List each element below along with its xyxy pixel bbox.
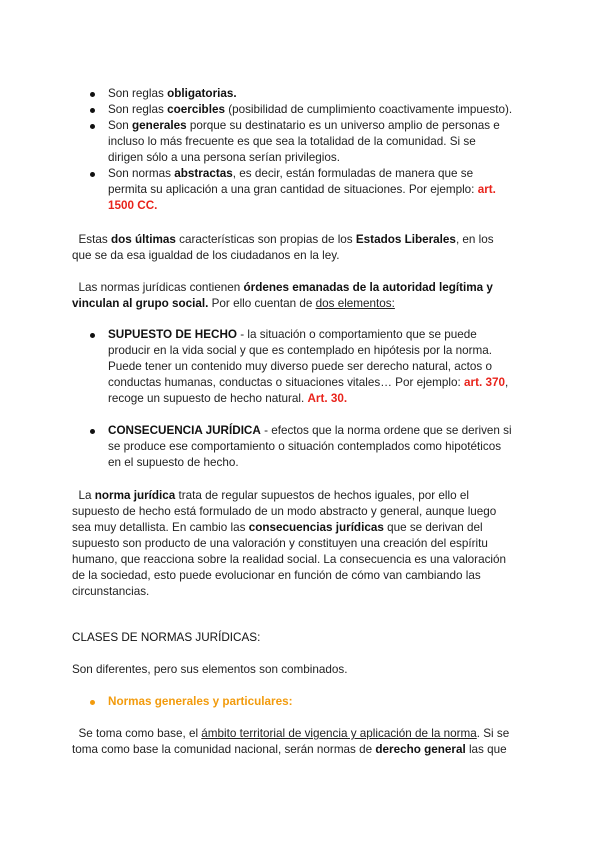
bullet-icon <box>90 429 95 434</box>
bullet-icon <box>90 172 95 177</box>
article-reference: Art. 30. <box>307 392 348 405</box>
para-text: La <box>78 489 95 502</box>
item-text: Son reglas <box>108 103 168 116</box>
item-bold: abstractas <box>174 167 233 180</box>
item-text: permita su aplicación a una gran cantidad de situaciones. Por ejemplo: <box>108 183 478 196</box>
bullet-icon <box>90 108 95 113</box>
paragraph <box>72 280 552 312</box>
para-text: supuesto son producto de una valoración y constituyen una creación del espíritu <box>72 537 488 550</box>
paragraph <box>72 488 552 600</box>
item-bold: obligatorias. <box>167 87 237 100</box>
item-text: - la situación o comportamiento que se puede <box>237 328 477 341</box>
item-text: , es decir, están formuladas de manera que se <box>232 167 474 180</box>
bullet-icon <box>90 92 95 97</box>
para-text: , en los <box>455 233 494 246</box>
para-underlined: ámbito territorial de vigencia y aplicación de la norma <box>201 727 477 740</box>
item-text: Son normas <box>108 167 175 180</box>
item-text: recoge un supuesto de hecho natural. <box>108 392 308 405</box>
para-text: Por ello cuentan de <box>208 297 316 310</box>
article-reference: 1500 CC. <box>108 199 158 212</box>
para-text: características son propias de los <box>175 233 356 246</box>
classes-list <box>108 694 548 710</box>
para-text: que se da esa igualdad de los ciudadanos en la ley. <box>72 249 340 262</box>
bullet-icon <box>90 124 95 129</box>
para-text: supuesto de hecho está formulado de un modo abstracto y general, aunque luego <box>72 505 497 518</box>
para-text: las que <box>465 743 507 756</box>
para-text: que se derivan del <box>383 521 483 534</box>
list-item <box>108 118 548 166</box>
para-bold: dos últimas <box>110 233 176 246</box>
item-bold: SUPUESTO DE HECHO <box>108 328 238 341</box>
item-text: , <box>504 376 509 389</box>
item-text: se produce ese comportamiento o situación contemplados como hipotéticos <box>108 440 502 453</box>
subheading-text: Normas generales y particulares: <box>108 695 293 708</box>
bullet-icon <box>90 333 95 338</box>
item-text: Son <box>108 119 133 132</box>
list-item <box>108 327 548 407</box>
para-text: de la sociedad, esto puede evolucionar en función de cómo van cambiando las <box>72 569 481 582</box>
para-text: . Si se <box>476 727 510 740</box>
list-item <box>108 694 548 710</box>
para-text: trata de regular supuestos de hechos iguales, por ello el <box>175 489 469 502</box>
list-item <box>108 166 548 214</box>
para-text: toma como base la comunidad nacional, serán normas de <box>72 743 376 756</box>
article-reference: art. <box>477 183 496 196</box>
para-text: circunstancias. <box>72 585 150 598</box>
item-text: dirigen sólo a una persona serían privilegios. <box>108 151 340 164</box>
para-text: Se toma como base, el <box>78 727 202 740</box>
item-text: Puede tener un contenido muy diverso puede ser derecho natural, actos o <box>108 360 492 373</box>
para-underlined: dos elementos: <box>315 297 395 310</box>
item-text: (posibilidad de cumplimiento coactivamente impuesto). <box>224 103 513 116</box>
item-bold: CONSECUENCIA JURÍDICA <box>108 424 261 437</box>
para-text: humano, que reacciona sobre la realidad social. La consecuencia es una valoración <box>72 553 507 566</box>
para-bold: vinculan al grupo social. <box>72 297 209 310</box>
para-bold: norma jurídica <box>94 489 176 502</box>
item-text: producir en la vida social y que es contemplado en hipótesis por la norma. <box>108 344 492 357</box>
list-item <box>108 102 548 118</box>
article-reference: art. 370 <box>464 376 505 389</box>
list-item <box>108 423 548 471</box>
bullet-icon <box>90 700 95 705</box>
para-bold: derecho general <box>375 743 466 756</box>
item-text: conductas humanas, conductas o situaciones vitales… Por ejemplo: <box>108 376 465 389</box>
item-text: porque su destinatario es un universo amplio de personas e <box>186 119 500 132</box>
characteristics-list <box>108 86 548 214</box>
para-text: Las normas jurídicas contienen <box>78 281 244 294</box>
item-bold: coercibles <box>167 103 225 116</box>
item-text: - efectos que la norma ordene que se deriven si <box>260 424 512 437</box>
item-text: en el supuesto de hecho. <box>108 456 239 469</box>
list-item <box>108 86 548 102</box>
para-bold: órdenes emanadas de la autoridad legítima y <box>243 281 493 294</box>
paragraph: Son diferentes, pero sus elementos son combinados. <box>72 663 348 676</box>
item-bold: generales <box>132 119 187 132</box>
para-text: sea muy detallista. En cambio las <box>72 521 249 534</box>
item-text: Son reglas <box>108 87 168 100</box>
elements-list <box>108 327 548 471</box>
item-text: incluso lo más frecuente es que sea la totalidad de la comunidad. Si se <box>108 135 476 148</box>
section-heading: CLASES DE NORMAS JURÍDICAS: <box>72 631 261 644</box>
para-bold: Estados Liberales <box>355 233 456 246</box>
para-bold: consecuencias jurídicas <box>248 521 384 534</box>
paragraph <box>72 726 552 758</box>
para-text: Estas <box>78 233 111 246</box>
paragraph <box>72 232 552 264</box>
